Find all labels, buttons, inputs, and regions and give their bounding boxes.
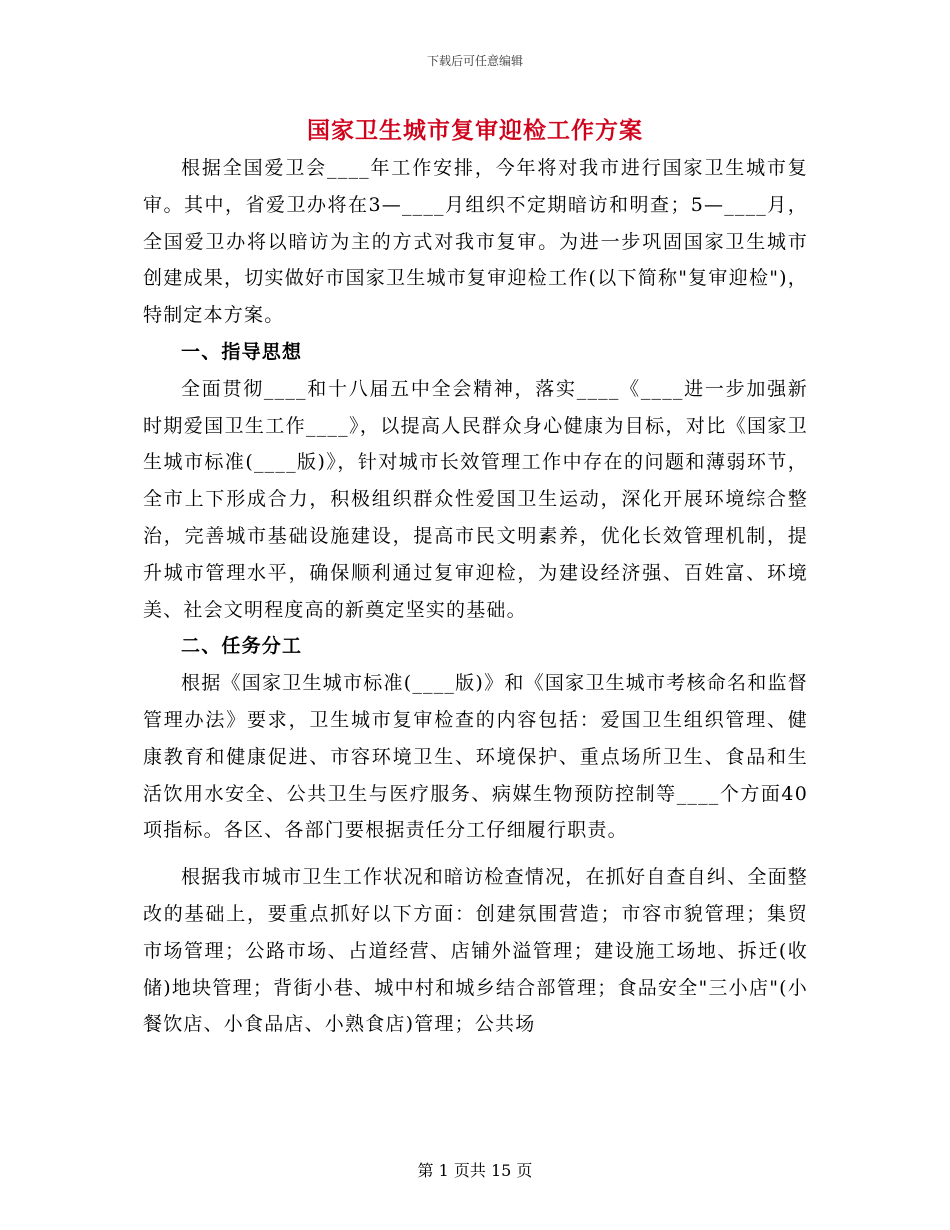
document-body: [143, 150, 808, 1043]
guiding-ideology-paragraph: 全面贯彻____和十八届五中全会精神，落实____《____进一步加强新时期爱国卫生工作____》，以提高人民群众身心健康为目标，对比《国家卫生城市标准(____版)》，针对城市长效管理工作中存在的问题和薄弱环节，全市上下形成合力，积极组织群众性爱国卫生运动，深化开展环境综合整治，完善城市基础设施建设，提高市民文明素养，优化长效管理机制，提升城市管理水平，确保顺利通过复审迎检，为建设经济强、百姓富、环境美、社会文明程度高的新奠定坚实的基础。: [143, 377, 808, 621]
section-heading-guiding-ideology: 一、指导思想: [181, 340, 303, 363]
section-heading-task-division: 二、任务分工: [181, 635, 303, 658]
key-points-paragraph: 根据我市城市卫生工作状况和暗访检查情况，在抓好自查自纠、全面整改的基础上，要重点抓好以下方面：创建氛围营造；市容市貌管理；集贸市场管理；公路市场、占道经营、店铺外溢管理；建设施工场地、拆迁(收储)地块管理；背街小巷、城中村和城乡结合部管理；食品安全"三小店"(小餐饮店、小食品店、小熟食店)管理；公共场: [143, 866, 808, 1036]
page-number: 第 1 页共 15 页: [417, 1161, 533, 1180]
document-title: 国家卫生城市复审迎检工作方案: [307, 117, 643, 144]
task-division-paragraph: 根据《国家卫生城市标准(____版)》和《国家卫生城市考核命名和监督管理办法》要求，卫生城市复审检查的内容包括：爱国卫生组织管理、健康教育和健康促进、市容环境卫生、环境保护、重点场所卫生、食品和生活饮用水安全、公共卫生与医疗服务、病媒生物预防控制等____个方面40项指标。各区、各部门要根据责任分工仔细履行职责。: [143, 672, 808, 842]
intro-paragraph: 根据全国爱卫会____年工作安排，今年将对我市进行国家卫生城市复审。其中，省爱卫办将在3—____月组织不定期暗访和明查；5—____月，全国爱卫办将以暗访为主的方式对我市复审。为进一步巩固国家卫生城市创建成果，切实做好市国家卫生城市复审迎检工作(以下简称"复审迎检")，特制定本方案。: [143, 157, 808, 327]
page-header-note: 下载后可任意编辑: [426, 54, 523, 68]
